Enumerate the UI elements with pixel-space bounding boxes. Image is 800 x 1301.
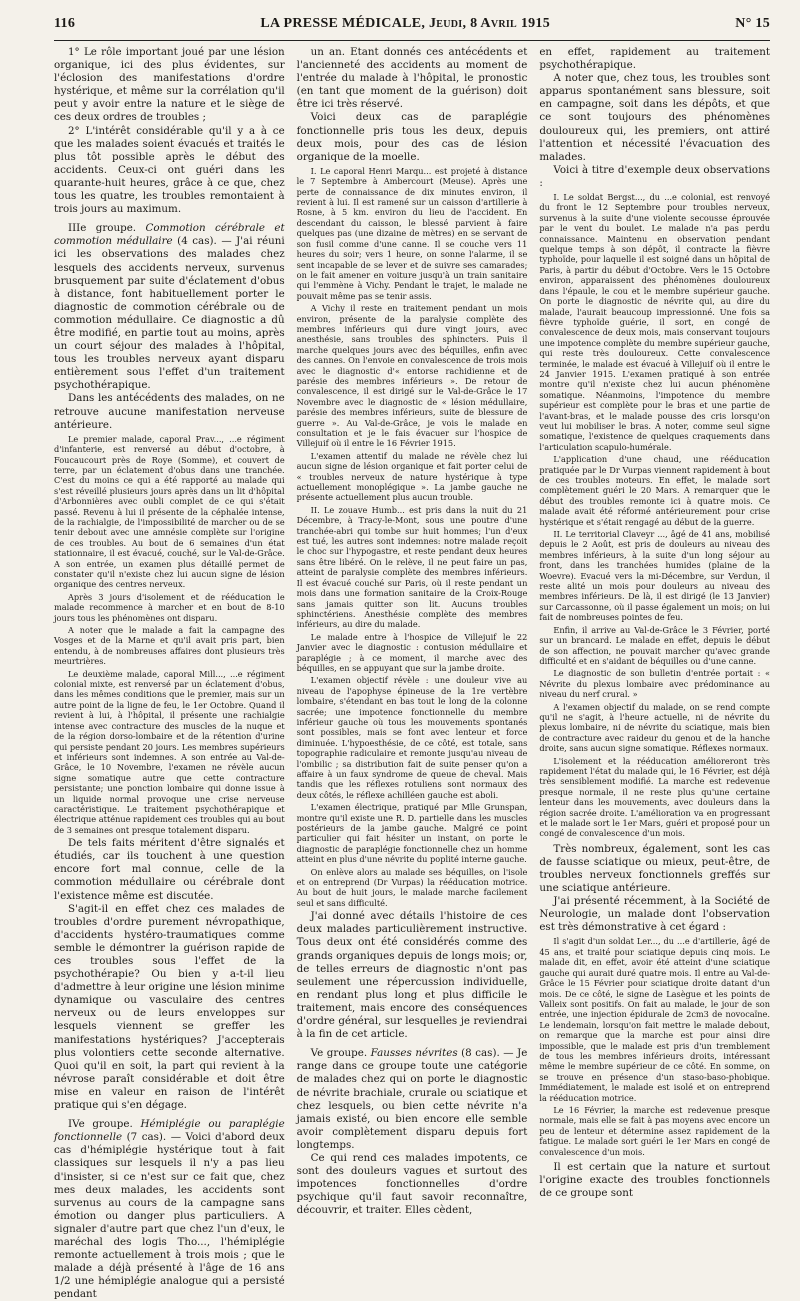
group-word: e groupe.	[80, 222, 146, 235]
group-label: IV	[68, 1118, 79, 1131]
paragraph: un an. Etant donnés ces antécédents et l'ancienneté des accidents au moment de l'entrée du malade à l'hôpital, le pronostic (en tant que moment de la guérison) doit être ici très réservé.	[296, 46, 528, 111]
issue-number: N° 15	[735, 16, 770, 31]
observation-text: Après 3 jours d'isolement et de rééducation le malade recommence à marcher et en bout de 8-10 jours tous les phénomènes ont disparu.	[54, 591, 285, 623]
page-number: 116	[54, 16, 76, 31]
group-count: (4 cas). —	[172, 235, 232, 248]
group-body: Voici d'abord deux cas d'hémiplégie hystérique tout à fait classiques sur lesquels il n'y a pas lieu d'insister, si ce n'est sur ce fait que, chez mes deux malades, les accidents sont survenus au cours de la campagne sans émotion ou danger plus particuliers. A signaler d'autre part que chez l'un d'eux, le maréchal des logis Tho..., l'hémiplégie remonte actuellement à trois mois ; que le malade a déjà présenté à l'âge de 16 ans 1/2 une hémiplégie analogue qui a persisté pendant	[54, 1131, 285, 1301]
paragraph: 2° L'intérêt considérable qu'il y a à ce que les malades soient évacués et traités le plus tôt possible après le début des accidents. Ceux-ci ont guéri dans les quarante-huit heures, grâce à ce que, chez tous les quatre, les troubles remontaient à trois jours au maximum.	[54, 124, 285, 216]
observation-text: I. Le caporal Henri Marqu... est projeté à distance le 7 Septembre à Ambercourt (Meuse). Après une perte de connaissance de dix minutes environ, il revient à lui. Il est ramené sur un caisson d'artillerie à Rosne, à 5 km. environ du lieu de l'accident. En descendant du caisson, le blessé parvient à faire quelques pas (une dizaine de mètres) en se servant de son fusil comme d'une canne. Il se couche vers 11 heures du soir; vers 1 heure, on sonne l'alarme, il se sent incapable de se lever et de suivre ses camarades; on le fait amener en voiture jusqu'à un train sanitaire qui l'emmène à Vichy. Pendant le trajet, le malade ne pouvait même pas se tenir assis.	[296, 165, 528, 301]
observation-text: A l'examen objectif du malade, on se rend compte qu'il ne s'agit, à l'heure actuelle, ni de névrite du plexus lombaire, ni de névrite du sciatique, mais bien de contracture avec raideur du genou et de la hanche droite, sans aucun signe somatique. Réflexes normaux.	[539, 701, 771, 754]
group-title: Commotion cérébrale et commotion médullaire	[54, 222, 285, 248]
observation-text: A noter que le malade a fait la campagne des Vosges et de la Marne et qu'il avait pris part, bien entendu, à de nombreuses affaires dont plusieurs très meurtrières.	[54, 625, 285, 667]
text-columns	[54, 46, 771, 1301]
paragraph: Il est certain que la nature et surtout l'origine exacte des troubles fonctionnels de ce groupe sont	[539, 1161, 771, 1200]
group-label: III	[68, 222, 81, 235]
observation-text: Le malade entre à l'hospice de Villejuif le 22 Janvier avec le diagnostic : contusion médullaire et paraplégie ; à ce moment, il marche avec des béquilles, en se appuyant que sur la jambe droite.	[296, 631, 528, 673]
observation-text: Il s'agit d'un soldat Ler..., du ...e d'artillerie, âgé de 45 ans, et traité pour sciatique depuis cinq mois. Le malade dit, en effet, avoir été atteint d'une sciatique gauche qui aurait duré quatre mois. Il entre au Val-de-Grâce le 15 Février pour sciatique droite datant d'un mois. De ce côté, le signe de Lasègue et les points de Valleix sont positifs. On fait au malade, le jour de son entrée, une injection épidurale de 2cm3 de novocaïne. Le lendemain, lorsqu'on fait mettre le malade debout, on remarque que la marche est pour ainsi dire impossible, que le malade est pris d'un tremblement de tous les membres inférieurs droits, intéressant même le membre supérieur de ce côté. En somme, on se trouve en présence d'un staso-baso-phobique. Immédiatement, le malade est isolé et on entreprend la rééducation motrice.	[539, 936, 771, 1103]
observation-text: A Vichy il reste en traitement pendant un mois environ, présente de la paralysie complète des membres inférieurs qui dure vingt jours, avec anesthésie, sans troubles des sphincters. Puis il marche quelques jours avec des béquilles, enfin avec des cannes. On l'envoie en convalescence de trois mois avec le diagnostic d'« entorse rachidienne et de parésie des membres inférieurs ». De retour de convalescence, il est dirigé sur le Val-de-Grâce le 17 Novembre avec le diagnostic de « lésion médullaire, parésie des membres inférieurs, suite de blessure de guerre ». Au Val-de-Grâce, je vois le malade en consultation et je le fais évacuer sur l'hospice de Villejuif où il entre le 16 Février 1915.	[296, 303, 528, 449]
paragraph: A noter que, chez tous, les troubles sont apparus spontanément sans blessure, soit en campagne, soit dans les dépôts, et que ce sont toujours des phénomènes douloureux qui, les premiers, ont attiré l'attention et nécessité l'évacuation des malades.	[539, 72, 771, 163]
group-word: e groupe.	[78, 1118, 141, 1131]
header-rule	[54, 40, 770, 41]
paragraph: Voici à titre d'exemple deux observations :	[539, 163, 771, 189]
column-3	[539, 46, 771, 1200]
observation-text: Le premier malade, caporal Prav..., ...e régiment d'infanterie, est renversé au début d'octobre, à Foucaucourt près de Roye (Somme), et couvert de terre, par un éclatement d'obus dans une tranchée. C'est du moins ce qui a été rapporté au malade qui s'est réveillé plusieurs jours après dans un lit d'hôpital d'Arbonnières avec oubli complet de ce qui s'était passé. Revenu à lui il présente de la céphalée intense, de la rachialgie, de l'impossibilité de marcher ou de se tenir debout avec une amnésie complète sur l'origine de ces troubles. Au bout de 6 semaines d'un état stationnaire, il est évacué, couché, sur le Val-de-Grâce. A son entrée, un examen plus détaillé permet de constater qu'il n'existe chez lui aucun signe de lésion organique des centres nerveux.	[54, 433, 285, 590]
observation-text: L'isolement et la rééducation amélioreront très rapidement l'état du malade qui, le 16 Février, est déjà très sensiblement modifié. La marche est redevenue presque normale, il ne reste plus qu'une certaine lenteur dans les mouvements, avec douleurs dans la région sacrée droite. L'amélioration va en progressant et le malade sort le 1er Mars, guéri et proposé pour un congé de convalescence d'un mois.	[539, 755, 771, 839]
paragraph: Très nombreux, également, sont les cas de fausse sciatique ou mieux, peut-être, de troubles nerveux fonctionnels greffés sur une sciatique antérieure.	[539, 842, 771, 895]
paragraph: J'ai donné avec détails l'histoire de ces deux malades particulièrement instructive. Tous deux ont été considérés comme des grands organiques depuis de longs mois; or, de telles erreurs de diagnostic n'ont pas seulement une répercussion individuelle, en rendant plus long et plus difficile le traitement, mais encore des conséquences d'ordre général, sur lesquelles je reviendrai à la fin de cet article.	[296, 910, 528, 1041]
group-title: Hémiplégie ou paraplégie fonctionnelle	[54, 1118, 285, 1144]
journal-title: LA PRESSE MÉDICALE, Jeudi, 8 Avril 1915	[260, 16, 551, 31]
observation-text: Enfin, il arrive au Val-de-Grâce le 3 Février, porté sur un brancard. Le malade en effet, depuis le début de son affection, ne pouvait marcher qu'avec grande difficulté et en s'aidant de béquilles ou d'une canne.	[539, 624, 771, 666]
observation-text: Le 16 Février, la marche est redevenue presque normale, mais elle se fait à pas moyens avec encore un peu de lenteur et détermine assez rapidement de la fatigue. Le malade sort guéri le 1er Mars en congé de convalescence d'un mois.	[539, 1104, 771, 1157]
group-3-heading	[54, 222, 285, 392]
observation-text: I. Le soldat Bergst..., du ...e colonial, est renvoyé du front le 12 Septembre pour troubles nerveux, survenus à la suite d'une violente secousse éprouvée par le vent du boulet. Le malade n'a pas perdu connaissance. Maintenu en observation pendant quelque temps à son dépôt, il contracte la fièvre typhoïde, pour laquelle il est soigné dans un hôpital de Paris, à partir du début d'Octobre. Vers le 15 Octobre environ, apparaissent des phénomènes douloureux dans l'épaule, le cou et le membre supérieur gauche. On porte le diagnostic de névrite qui, au dire du malade, l'aurait beaucoup impressionné. Une fois sa fièvre typhoïde guérie, il sort, en congé de convalescence de deux mois, mais conservant toujours une impotence complète du membre supérieur gauche, qui reste très douloureux. Cette convalescence terminée, le malade est évacué à Villejuif où il entre le 24 Janvier 1915. L'examen pratiqué à son entrée montre qu'il n'existe chez lui aucun phénomène somatique. Néanmoins, l'impotence du membre supérieur est complète pour le bras et une partie de l'avant-bras, et le malade pousse des cris lorsqu'on veut lui mobiliser le bras. A noter, comme seul signe somatique, l'existence de quelques craquements dans l'articulation scapulo-humérale.	[539, 192, 771, 452]
paragraph: Voici deux cas de paraplégie fonctionnelle pris tous les deux, depuis deux mois, pour des cas de lésion organique de la moelle.	[296, 111, 528, 163]
group-label: V	[310, 1047, 318, 1060]
group-4-heading	[54, 1118, 285, 1301]
paragraph: 1° Le rôle important joué par une lésion organique, ici des plus évidentes, sur l'éclosion des manifestations d'ordre hystérique, et même sur la corrélation qu'il peut y avoir entre la nature et le siège de ces deux ordres de troubles ;	[54, 46, 285, 124]
observation-text: L'application d'une chaud, une rééducation pratiquée par le Dr Vurpas viennent rapidement à bout de ces troubles moteurs. En effet, le malade sort complètement guéri le 20 Mars. A remarquer que le début des troubles remonte ici à quatre mois. Ce malade avait été réformé antérieurement pour crise hystérique et s'était rengagé au début de la guerre.	[539, 454, 771, 527]
observation-text: II. Le zouave Humb... est pris dans la nuit du 21 Décembre, à Tracy-le-Mont, sous une poutre d'une tranchée-abri qui tombe sur huit hommes; l'un d'eux est tué, les autres sont indemnes: notre malade reçoit le choc sur l'hypogastre, et reste pendant deux heures sans être libéré. On le relève, il ne peut faire un pas, atteint de paralysie complète des membres inférieurs. Il est évacué couché sur Paris, où il reste pendant un mois dans une formation sanitaire de la Croix-Rouge sans jamais quitter son lit. Aucuns troubles sphinctériens. Anesthésie complète des membres inférieurs, au dire du malade.	[296, 504, 528, 630]
group-5-heading	[297, 1047, 528, 1152]
paragraph: S'agit-il en effet chez ces malades de troubles d'ordre purement névropathique, d'accidents hystéro-traumatiques comme semble le démontrer la guérison rapide de ces troubles sous l'effet de la psychothérapie? Ou bien y a-t-il lieu d'admettre à leur origine une lésion minime dynamique ou vasculaire des centres nerveux ou de leurs enveloppes sur lesquels viennent se greffer les manifestations hystériques? J'accepterais plus volontiers cette seconde alternative. Quoi qu'il en soit, la part qui revient à la névrose paraît considérable et doit être mise en valeur en raison de l'intérêt pratique qui s'en dégage.	[54, 902, 285, 1112]
group-body: J'ai réuni ici les observations des malades chez lesquels des accidents nerveux, survenus brusquement par suite d'éclatement d'obus à distance, font habituellement porter le diagnostic de commotion cérébrale ou de commotion médullaire. Ce diagnostic a dû être modifié, en partie tout au moins, après un court séjour des malades à l'hôpital, tous les troubles nerveux ayant disparu entièrement sous l'effet d'un traitement psychothérapique.	[54, 235, 285, 392]
paragraph: J'ai présenté récemment, à la Société de Neurologie, un malade dont l'observation est très démonstrative à cet égard :	[539, 895, 771, 934]
paragraph: Dans les antécédents des malades, on ne retrouve aucune manifestation nerveuse antérieure.	[54, 392, 285, 431]
column-2	[296, 46, 528, 1217]
observation-text: Le diagnostic de son bulletin d'entrée portait : « Névrite du plexus lombaire avec prédominance au niveau du nerf crural. »	[539, 668, 771, 700]
group-body: Je range dans ce groupe toute une catégorie de malades chez qui on porte le diagnostic de névrite brachiale, crurale ou sciatique et chez lesquels, ou bien cette névrite n'a jamais existé, ou bien encore elle semble avoir complètement disparu depuis fort longtemps.	[296, 1047, 528, 1151]
paragraph: De tels faits méritent d'être signalés et étudiés, car ils touchent à une question encore fort mal connue, celle de la commotion médullaire ou cérébrale dont l'existence même est discutée.	[54, 837, 285, 902]
group-title: Fausses névrites	[370, 1047, 458, 1060]
paragraph: Ce qui rend ces malades impotents, ce sont des douleurs vagues et surtout des impotences fonctionnelles d'ordre psychique qu'il faut savoir reconnaître, découvrir, et traiter. Elles cèdent,	[296, 1151, 528, 1217]
observation-text: L'examen objectif révèle : une douleur vive au niveau de l'apophyse épineuse de la 1re vertèbre lombaire, s'étendant en bas tout le long de la colonne sacrée; une impotence fonctionnelle du membre inférieur gauche où tous les mouvements spontanés sont possibles, mais se font avec lenteur et force diminuée. L'hypoesthésie, de ce côté, est totale, sans topographie radiculaire et remonte jusqu'au niveau de l'ombilic ; sa distribution fait de suite penser qu'on a affaire à un faux syndrome de queue de cheval. Mais tandis que les réflexes rotuliens sont normaux des deux côtés, le réflexe achilléen gauche est aboli.	[296, 675, 528, 800]
observation-text: L'examen attentif du malade ne révèle chez lui aucun signe de lésion organique et fait porter celui de « troubles nerveux de nature hystérique à type actuellement monoplégique ». La jambe gauche ne présente actuellement plus aucun trouble.	[296, 450, 528, 503]
running-header	[54, 16, 770, 38]
group-word: e groupe.	[317, 1047, 371, 1060]
observation-text: II. Le territorial Claveyr ..., âgé de 41 ans, mobilisé depuis le 2 Août, est pris de douleurs au niveau des membres inférieurs, à la suite d'un long séjour au front, dans les tranchées humides (plaine de la Woevre). Evacué vers la mi-Décembre, sur Verdun, il reste alité un mois pour douleurs au niveau des membres inférieurs. De là, il est dirigé (le 13 Janvier) sur Carcassonne, où il passe également un mois; on lui fait de nombreuses pointes de feu.	[539, 529, 771, 623]
column-1	[54, 46, 285, 1301]
paragraph: en effet, rapidement au traitement psychothérapique.	[539, 46, 771, 72]
group-count: (7 cas). —	[122, 1131, 182, 1144]
observation-text: Le deuxième malade, caporal Mill..., ...e régiment colonial mixte, est renversé par un éclatement d'obus, dans les mêmes conditions que le premier, mais sur un autre point de la ligne de feu, le 1er Octobre. Quand il revient à lui, à l'hôpital, il présente une rachialgie intense avec contracture des muscles de la nuque et de la région dorso-lombaire et de la rétention d'urine qui persiste pendant 20 jours. Les membres supérieurs et inférieurs sont indemnes. A son entrée au Val-de-Grâce, le 10 Novembre, l'examen ne révèle aucun signe somatique autre que cette contracture persistante; une ponction lombaire qui donne issue à un liquide normal provoque une crise nerveuse caractéristique. Le traitement psychothérapique et électrique atténue rapidement ces troubles qui au bout de 3 semaines ont presque totalement disparu.	[54, 668, 285, 835]
observation-text: L'examen électrique, pratiqué par Mlle Grunspan, montre qu'il existe une R. D. partielle dans les muscles postérieurs de la jambe gauche. Malgré ce point particulier qui fait hésiter un instant, on porte le diagnostic de paraplégie fonctionnelle chez un homme atteint en plus d'une névrite du poplité interne gauche.	[296, 802, 528, 865]
group-count: (8 cas). —	[457, 1047, 514, 1060]
observation-text: On enlève alors au malade ses béquilles, on l'isole et on entreprend (Dr Vurpas) la rééducation motrice. Au bout de huit jours, le malade marche facilement seul et sans difficulté.	[296, 866, 528, 908]
